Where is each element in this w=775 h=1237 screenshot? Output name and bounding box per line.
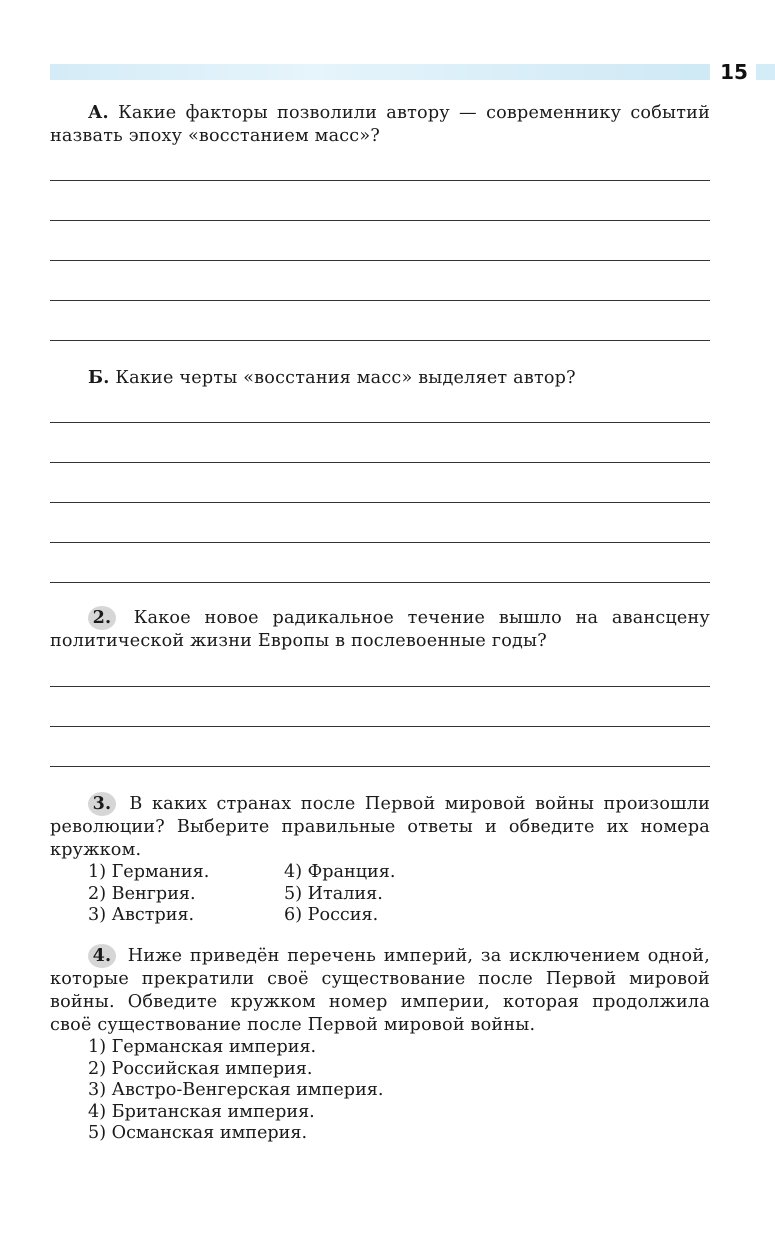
answer-line-b-1[interactable] xyxy=(50,422,710,423)
task-2-text: 2. Какое новое радикальное течение вышло на авансцену политической жизни Европы в послевоенные годы? xyxy=(50,607,710,651)
task-3-option[interactable]: 5) Италия. xyxy=(284,883,383,904)
task-2 xyxy=(50,606,710,653)
answer-line-2-1[interactable] xyxy=(50,686,710,687)
task-3-number-badge: 3. xyxy=(88,792,116,816)
task-4-option[interactable]: 3) Австро-Венгерская империя. xyxy=(88,1080,384,1100)
answer-line-a-3[interactable] xyxy=(50,260,710,261)
task-4-number-badge: 4. xyxy=(88,944,116,968)
question-a xyxy=(50,101,710,148)
task-4-option[interactable]: 4) Британская империя. xyxy=(88,1101,315,1122)
answer-line-2-3[interactable] xyxy=(50,766,710,767)
answer-line-b-2[interactable] xyxy=(50,462,710,463)
task-3-option[interactable]: 6) Россия. xyxy=(284,905,379,925)
answer-line-b-4[interactable] xyxy=(50,542,710,543)
task-4 xyxy=(50,944,710,1145)
task-3-text: 3. В каких странах после Первой мировой войны произошли революции? Выберите правильные ответы и обведите их номера кружком. xyxy=(50,793,710,860)
task-2-number-badge: 2. xyxy=(88,606,116,630)
question-b xyxy=(50,366,710,390)
answer-line-a-2[interactable] xyxy=(50,220,710,221)
page-number: 15 xyxy=(720,60,748,84)
answer-line-a-1[interactable] xyxy=(50,180,710,181)
answer-line-b-5[interactable] xyxy=(50,582,710,583)
task-3-option[interactable]: 2) Венгрия. xyxy=(88,883,196,904)
answer-line-2-2[interactable] xyxy=(50,726,710,727)
task-3-option[interactable]: 4) Франция. xyxy=(284,862,396,882)
question-b-label: Б. xyxy=(88,367,110,388)
task-4-text: 4. Ниже приведён перечень империй, за исключением одной, которые прекратили своё существование после Первой мировой войны. Обведите кружком номер империи, которая продолжила своё существование после Первой мировой войны. xyxy=(50,945,710,1035)
answer-line-a-5[interactable] xyxy=(50,340,710,341)
answer-line-b-3[interactable] xyxy=(50,502,710,503)
question-a-label: А. xyxy=(88,102,109,123)
question-b-text: Б. Какие черты «восстания масс» выделяет автор? xyxy=(88,367,576,388)
task-4-option[interactable]: 2) Российская империя. xyxy=(88,1058,313,1079)
task-3 xyxy=(50,792,710,927)
task-3-options xyxy=(50,862,710,927)
task-4-option[interactable]: 5) Османская империя. xyxy=(88,1123,308,1143)
answer-line-a-4[interactable] xyxy=(50,300,710,301)
header-band xyxy=(50,64,710,80)
task-4-options xyxy=(50,1037,710,1145)
task-4-option[interactable]: 1) Германская империя. xyxy=(88,1037,317,1057)
task-3-option[interactable]: 1) Германия. xyxy=(88,862,210,882)
question-a-text: А. Какие факторы позволили автору — современнику событий назвать эпоху «восстанием масс»? xyxy=(50,102,710,146)
task-3-option[interactable]: 3) Австрия. xyxy=(88,905,195,925)
header-band-edge xyxy=(756,64,775,80)
